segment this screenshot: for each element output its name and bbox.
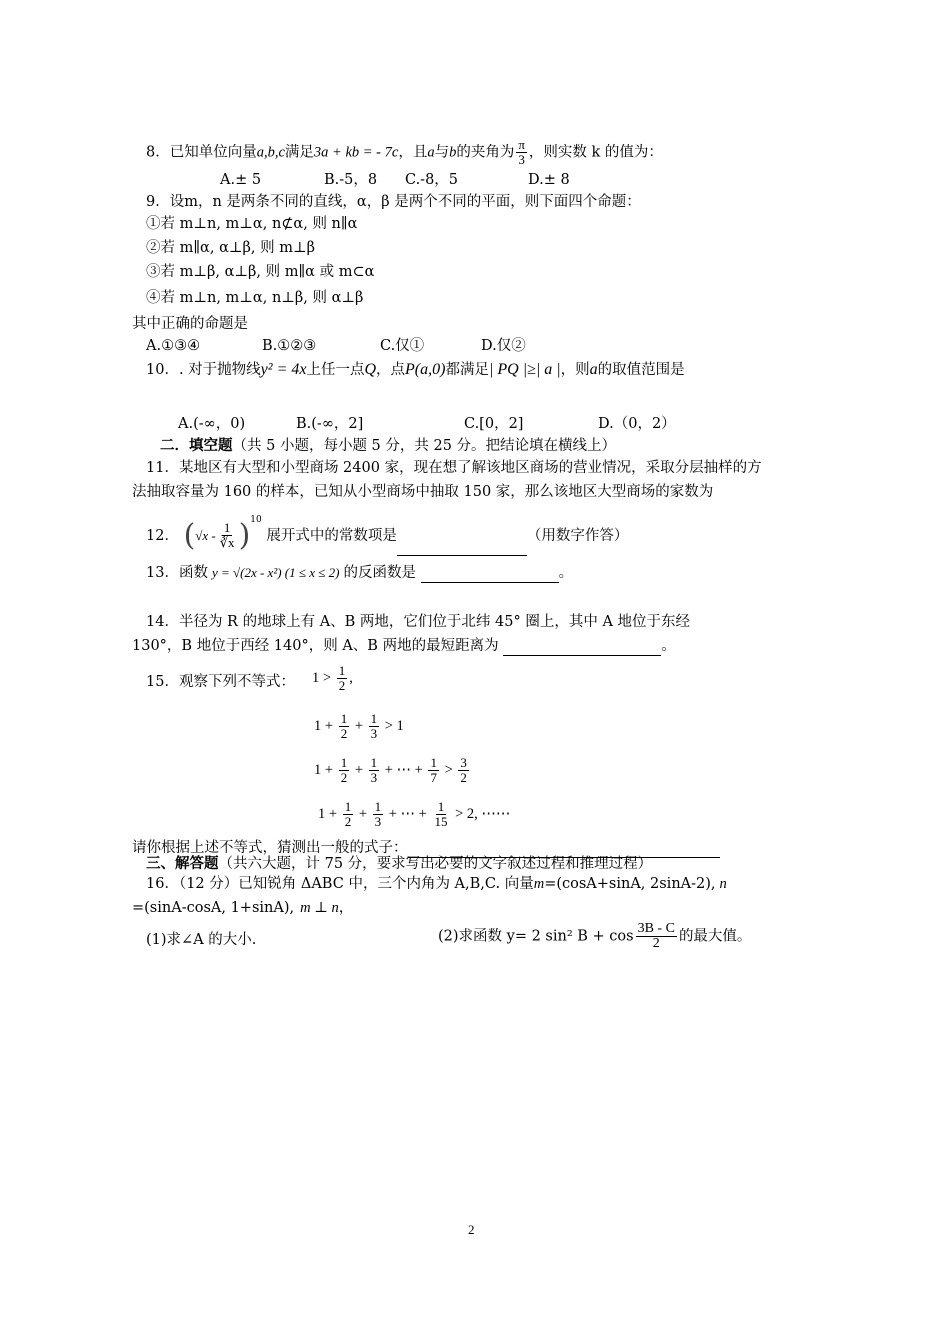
q10-p-point: P(a,0) [405, 361, 446, 378]
q13-function: y = √(2x - x²) (1 ≤ x ≤ 2) [211, 565, 340, 580]
section-2-heading [160, 436, 616, 456]
question-16-line-2: =(sinA-cosA, 1+sinA), m ⊥ n， [132, 900, 354, 916]
left-paren: ( [183, 517, 196, 553]
fraction-numerator: π [518, 137, 525, 152]
q8-text: 的夹角为 [456, 144, 515, 161]
q10-q-symbol: Q [364, 361, 377, 378]
q12-text: 展开式中的常数项是 [266, 527, 397, 544]
question-13 [146, 563, 573, 583]
q8-stem: 8．已知单位向量 [146, 144, 257, 161]
fraction-denominator: 2 [652, 936, 660, 951]
q13-text: 。 [558, 565, 574, 581]
section-description: （共 5 小题，每小题 5 分，共 25 分。把结论填在横线上） [232, 438, 617, 454]
q16-vector-n: n [719, 876, 727, 892]
q14-text: 。 [661, 638, 676, 654]
q8-option-c: C.-8，5 [405, 172, 459, 188]
q12-text: （用数字作答） [526, 527, 629, 544]
section-title: 二．填空题 [160, 437, 233, 454]
q10-option-d: D.（0，2） [598, 416, 676, 432]
question-14-line-2 [132, 636, 676, 656]
question-15 [146, 672, 295, 692]
q15-text: 请你根据上述不等式，猜测出一般的式子： [132, 840, 408, 856]
q9-prop-2: ②若 m∥α, α⊥β, 则 m⊥β [146, 240, 315, 256]
q16-text: =(cosA+sinA, 2sinA-2), [544, 876, 716, 892]
page-number: 2 [468, 1222, 475, 1237]
q8-vectors: a,b,c [256, 144, 285, 161]
question-11-line-2: 法抽取容量为 160 的样本，已知从小型商场中抽取 150 家，那么该地区大型商场的家数为 [132, 484, 714, 500]
question-16-line-1 [146, 874, 727, 894]
q13-text: 13．函数 [146, 565, 208, 581]
q12-answer-blank[interactable] [397, 539, 527, 556]
section-description: （共六大题，计 75 分，要求写出必要的文字叙述过程和推理过程） [218, 856, 653, 872]
q8-option-b: B.-5，8 [324, 172, 378, 188]
q9-prop-1: ①若 m⊥n, m⊥α, n⊄α, 则 n∥α [146, 216, 358, 232]
q15-inequality-4: 1 + $\frac{1}{2}$ + $\frac{1}{3}$ + ⋯ + $\frac{1}{15}$ > 2, ⋯⋯ [318, 799, 511, 829]
q10-option-a: A.(-∞，0) [178, 416, 246, 432]
q10-text: 都满足 [445, 362, 489, 378]
q12-fraction [218, 521, 237, 550]
q12-number: 12． [146, 527, 179, 544]
q12-expression: √x - [195, 527, 216, 543]
question-12 [146, 512, 628, 556]
q10-text: ，则 [560, 362, 590, 378]
question-10 [146, 360, 685, 380]
q12-exponent: 10 [250, 515, 262, 525]
q16-text: 16．（12 分）已知锐角 ΔABC 中，三个内角为 A,B,C. 向量 [146, 876, 534, 892]
right-paren: ) [238, 517, 251, 553]
q16-text: (2)求函数 y= 2 sin² B + cos [438, 928, 634, 945]
q16-text: 的最大值。 [678, 928, 752, 945]
q8-a-symbol: a [427, 144, 435, 161]
fraction-denominator: 3 [518, 152, 525, 167]
q10-option-b: B.(-∞，2] [296, 416, 364, 432]
q16-part-2 [438, 922, 751, 951]
q8-text: ，则实数 k 的值为： [528, 144, 663, 161]
q13-answer-blank[interactable] [421, 566, 559, 583]
q16-part-1: (1)求∠A 的大小. [146, 932, 257, 948]
q15-inequality-2: 1 + $\frac{1}{2}$ + $\frac{1}{3}$ > 1 [314, 711, 404, 741]
q8-text: 与 [434, 144, 450, 161]
fraction-numerator: 3B - C [637, 921, 675, 936]
q8-option-d: D.± 8 [528, 172, 570, 188]
q9-conclusion: 其中正确的命题是 [132, 316, 248, 332]
q16-fraction [636, 922, 677, 951]
q15-inequality-3: 1 + $\frac{1}{2}$ + $\frac{1}{3}$ + ⋯ + $\frac{1}{7}$ > $\frac{3}{2}$ [314, 755, 467, 785]
section-3-heading [146, 854, 652, 874]
q10-condition: | PQ |≥| a | [488, 361, 561, 378]
q9-option-a: A.①③④ [146, 338, 201, 354]
section-title: 三、解答题 [146, 855, 219, 872]
q10-text: ，点 [376, 362, 406, 378]
q8-angle-fraction [516, 138, 527, 167]
q10-text: 上任一点 [306, 362, 365, 378]
q10-parabola: y² = 4x [260, 361, 307, 378]
question-14-line-1: 14．半径为 R 的地球上有 A、B 两地，它们位于北纬 45° 圈上，其中 A 地位于东经 [146, 614, 691, 630]
q8-equation: 3a + kb = - 7c [313, 144, 399, 161]
q16-perp: m ⊥ n [300, 900, 339, 916]
q10-option-c: C.[0，2] [464, 416, 524, 432]
q9-prop-4: ④若 m⊥n, m⊥α, n⊥β, 则 α⊥β [146, 290, 364, 306]
q8-text: 满足 [284, 144, 314, 161]
question-9: 9．设m，n 是两条不同的直线，α，β 是两个不同的平面，则下面四个命题： [146, 194, 641, 210]
q8-option-a: A.± 5 [220, 172, 262, 188]
q15-inequality-1: 1 > $\frac{1}{2}$ , [312, 663, 353, 693]
fraction-denominator: ∛x [219, 535, 235, 551]
q13-text: 的反函数是 [343, 565, 417, 581]
q16-text: =(sinA-cosA, 1+sinA), [132, 900, 295, 916]
q8-b-symbol: b [449, 144, 457, 161]
q14-answer-blank[interactable] [503, 639, 661, 656]
question-8 [146, 138, 663, 167]
question-11-line-1: 11．某地区有大型和小型商场 2400 家，现在想了解该地区商场的营业情况，采取分层抽样的方 [146, 460, 762, 476]
q9-option-d: D.仅② [481, 338, 526, 354]
q16-vector-m: m [533, 876, 545, 892]
q8-text: ，且 [398, 144, 428, 161]
q9-prop-3: ③若 m⊥β, α⊥β, 则 m∥α 或 m⊂α [146, 264, 375, 280]
q14-text: 130°，B 地位于西经 140°，则 A、B 两地的最短距离为 [132, 638, 499, 654]
fraction-numerator: 1 [223, 520, 231, 536]
q10-text: 10．. 对于抛物线 [146, 362, 261, 378]
q10-a-symbol: a [589, 361, 598, 378]
q9-option-c: C.仅① [380, 338, 425, 354]
q9-option-b: B.①②③ [262, 338, 317, 354]
q10-text: 的取值范围是 [597, 362, 685, 378]
q15-text: 15．观察下列不等式： [146, 674, 295, 690]
